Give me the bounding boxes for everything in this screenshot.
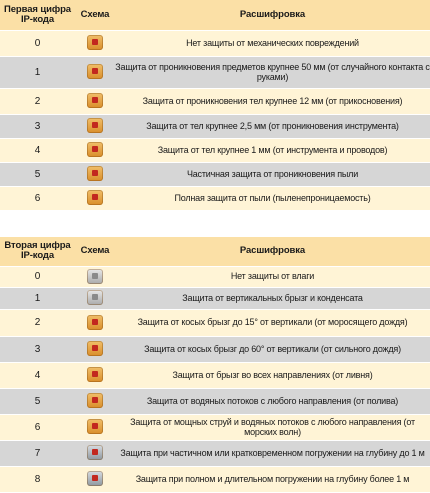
first-digit-table [0,0,430,211]
table-row [0,138,430,162]
strong-jet-box-icon [87,419,103,434]
description-cell: Нет защиты от механических повреждений [115,30,430,56]
ip-code-cell: 2 [0,88,75,114]
ip-code-cell: 3 [0,336,75,362]
ip-code-cell: 5 [0,162,75,186]
description-cell: Защита от проникновения тел крупнее 12 мм (от прикосновения) [115,88,430,114]
splash-box-icon [87,367,103,382]
table-row [0,309,430,336]
second-digit-table [0,237,430,493]
description-cell: Защита от косых брызг до 15° от вертикали (от моросящего дождя) [115,309,430,336]
table-row [0,336,430,362]
table-row [0,440,430,466]
description-cell: Нет защиты от влаги [115,266,430,287]
header-scheme: Схема [75,237,115,266]
header-decoding: Расшифровка [115,0,430,30]
ip-code-cell: 6 [0,186,75,210]
ip-code-cell: 3 [0,114,75,138]
table-row [0,30,430,56]
ip-code-cell: 1 [0,287,75,309]
immersion-box-icon [87,445,103,460]
table-row [0,266,430,287]
rain-box-icon [87,341,103,356]
table-row [0,287,430,309]
header-first-digit: Первая цифра IP-кода [0,0,75,30]
description-cell: Защита при частичном или кратковременном погружении на глубину до 1 м [115,440,430,466]
description-cell: Защита от водяных потоков с любого направления (от полива) [115,388,430,414]
ip-code-cell: 7 [0,440,75,466]
table-row [0,114,430,138]
box-icon [87,269,103,284]
hand-in-box-icon [87,64,103,79]
table-row [0,466,430,492]
ip-code-cell: 4 [0,138,75,162]
description-cell: Защита от вертикальных брызг и конденсата [115,287,430,309]
ip-code-cell: 8 [0,466,75,492]
angled-drops-box-icon [87,315,103,330]
table-row [0,56,430,88]
description-cell: Защита от тел крупнее 2,5 мм (от проникновения инструмента) [115,114,430,138]
vertical-drops-box-icon [87,290,103,305]
table-row [0,414,430,440]
table-row [0,162,430,186]
description-cell: Защита при полном и длительном погружении на глубину более 1 м [115,466,430,492]
table-row [0,88,430,114]
header-second-digit: Вторая цифра IP-кода [0,237,75,266]
ip-code-cell: 6 [0,414,75,440]
wire-in-box-icon [87,142,103,157]
header-decoding: Расшифровка [115,237,430,266]
ip-code-cell: 1 [0,56,75,88]
ip-code-cell: 2 [0,309,75,336]
ip-code-cell: 5 [0,388,75,414]
ip-code-cell: 0 [0,30,75,56]
dust-in-box-icon [87,166,103,181]
header-scheme: Схема [75,0,115,30]
water-jet-box-icon [87,393,103,408]
description-cell: Защита от проникновения предметов крупнее 50 мм (от случайного контакта с руками) [115,56,430,88]
description-cell: Защита от мощных струй и водяных потоков с любого направления (от морских волн) [115,414,430,440]
table-row [0,186,430,210]
ip-code-cell: 0 [0,266,75,287]
tool-in-box-icon [87,118,103,133]
gear-in-box-icon [87,35,103,50]
ip-code-cell: 4 [0,362,75,388]
dust-sealed-box-icon [87,190,103,205]
description-cell: Полная защита от пыли (пыленепроницаемость) [115,186,430,210]
table-row [0,388,430,414]
finger-in-box-icon [87,93,103,108]
description-cell: Защита от косых брызг до 60° от вертикали (от сильного дождя) [115,336,430,362]
table-row [0,362,430,388]
description-cell: Защита от брызг во всех направлениях (от ливня) [115,362,430,388]
description-cell: Защита от тел крупнее 1 мм (от инструмента и проводов) [115,138,430,162]
description-cell: Частичная защита от проникновения пыли [115,162,430,186]
